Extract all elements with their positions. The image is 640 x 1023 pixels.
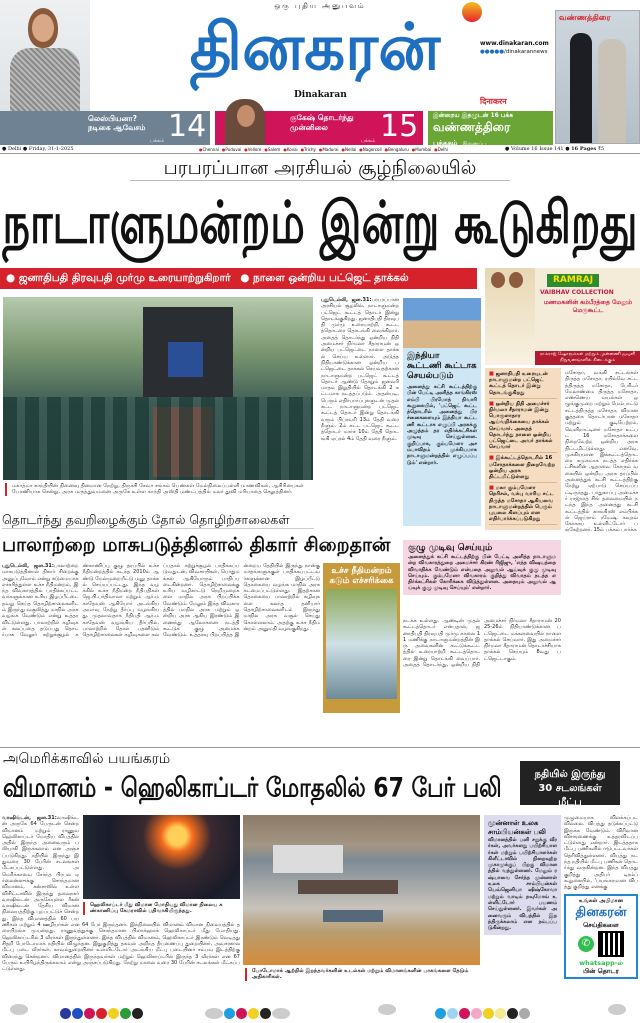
river-photo [326,589,397,699]
edition-item: ●Trichy [300,147,316,152]
edition-item: ●Madurai [318,147,339,152]
edition-item: ●Mumbai [411,147,432,152]
edition-list [160,145,490,154]
promo-text: குகேஷ் தொடர்ந்து முன்னிலை [290,113,354,132]
river-rescue-photo [243,815,480,965]
story3-right: முழுமையாக விளக்கப்படவில்லை. விபத்து தடுக்கப்பட்டு இருக்க வேண்டும். விரிவான விசாரணைக்கு உத்தரவிடப்பட்டுள்ளது என்றார். இடத்ததாக மீட்பு பணிகளில் ஈடுபட்டவர்கள் தெரிவித்துள்ளனர். விபத்து நடந்த நதியில் மீட்பு பணிகள் தொடர்ந்து வருகின்றன. இந்த விபத்து குறித்து அதிபர் டிரம்ப் கூறுகையில், 'பயங்கரமான விபத்து குறித்து எனக்கு [564,815,638,891]
parliament-photo [403,298,481,348]
crash-camera-photo [83,815,240,899]
promo-text: லெஸ்பியனா? நடிகை ஆவேசம் [88,114,146,132]
promo-line3b: இணைப்பு [462,141,486,147]
highlight-bullet: ■ மகா கும்பமேளா நெரிசல், வக்பு வாரிய சட்ட திருத்த மசோதா ஆகியவை நாடாளுமன்றத்தில் பெரும் புயலை கிளப்பும் என எதிர்பார்க்கப்படுகிறது [489,485,557,525]
promo-actress[interactable] [0,111,210,145]
social-links[interactable] [480,49,548,55]
highlight-bullet: ■ ஜனாதிபதி உரையுடன் நாடாளுமன்ற பட்ஜெட் கூட்டத் தொடர் இன்று தொடங்குகிறது [489,371,557,399]
highlight-bullet: ■ இக்கூட்டத்தொடரில் 16 மசோதாக்களை நிறைவேற்ற ஒன்றிய அரசு திட்டமிட்டுள்ளது [489,455,557,483]
promo-title: வண்ணத்திரை [433,120,511,134]
story2-body: புதுடெல்லி, ஜன.31:பாலாற்றை மாசுபடுத்தினால் திகார் சிறைக்கு அனுப்புவோம் என்று கடுமையாக எச்சரித்துள்ள உச்ச நீதிமன்றம், இந்த விவகாரத்தில் பாதிக்கப்பட்டவர்களுக்கான உரிய இழப்பீட்டை தவறு செய்த தொழிற்சாலைகளிடம் இருந்து வசூலித்து மாநில அரசு வழங்க வேண்டும் என்று உத்தரவிட்டுள்ளது. பாலாற்றில் கழிவுகள் கலப்பதை தடுப்பது தொடர்பாக வேலூர் சுற்றுச்சூழல் கண்காணிப்பு குழு தரப்பில் உச்ச நீதிமன்றத்தில் கடந்த 2010ம் ஆண்டு மேல்முறையீட்டு மனு தாக்கல் செய்யப்பட்டது. இந்த வழக்கில் உச்ச நீதிமன்ற நீதிபதிகள் ஜே.பி.பர்திவாலா மற்றும் ஆர்.மகாதேவன் ஆகியோர் அடங்கிய அமர்வு நேற்று தீர்ப்பு வழங்கியது. முதலாவதாக நீதிபதி ஆர்.மகாதேவன் வழங்கிய தீர்ப்பில், பாலாற்றில் தோல் பதனிடும் தொழிற்சாலைகள் கழிவுகளை கலப்பதால் சுற்றுச்சூழல் பாதிக்கப்படுவதுடன், விவசாயிகள், பொதுமக்கள் ஆகியோரும் பாதிப்படைகின்றனர். தொழிற்சாலைக்கு உரிய வழிகாட்டு நெறிமுறைகளை மாநில அரசு பிறப்பிக்க வேண்டும். மேலும் இந்த விவகாரத்தில் மாநில அரசு மற்றும் ஒன்றிய அரசு ஆகிய இரண்டும் இணைந்து ஆலோசனை நடத்தி கூட்டுக் குழு அமைக்க வேண்டும். உத்தரவு பிறப்பித்த இன்றைய தேதியில் இருந்து நான்கு மாதங்களுக்குள் பாதிக்கப்பட்டவர்களுக்கான இழப்பீட்டு தொகையை வழங்க மாநில அரசு கடமைப்பட்டுள்ளது. இதற்கான தொகையை பாலாற்றில் கழிவுகளை கலந்த தனியார் தொழிற்சாலைகளிடம் இருந்து மாநில அரசு வசூல் செய்து கொள்ளலாம். அதற்கு உச்ச நீதிமன்றம் அனுமதி வழங்குகிறது. [2,563,320,639]
champions-box-title: முன்னாள் உலக சாம்பியன்கள் பலி [488,819,546,836]
wa-line2: செய்திகளை [583,920,619,929]
lead-bottom-text: நடக்க உள்ளது. ஆண்டின் முதல் கூட்டத்தொடர் என்பதால், ஜனாதிபதி திரவுபதி முர்மு காலை 11 மணிக்கு நாடாளுமன்றத்தின் இரு அவைகளின் கூட்டுக்கூட்டத்தில் உரையாற்றி கூட்டத்தொடரை இன்று தொடங்கி வைப்பார். அதைத் தொடர்ந்து, ஒன்றிய நிதி அமைச்சர் நிர்மலா சீதாராமன் 2025-26ம் நிதியாண்டுக்கான பட்ஜெட்டை மக்களவையில் நாளை தாக்கல் செய்வார். இது அமைச்சர் நிர்மலா சீதாராமன் தொடர்ச்சியாக தாக்கல் செய்யும் 8வது பட்ஜெட்டாகும். [403,618,561,669]
highlights-box [485,368,561,530]
promo-page-number: 14 [168,109,207,144]
edition-item: ●Delhi [434,147,449,152]
edition-item: ●Salem [264,147,281,152]
promo-line3: புத்தகம் [433,139,458,147]
magazine-name: வண்ணத்திரை [559,13,611,22]
pink-box [403,540,561,595]
highlight-1: ● ஜனாதிபதி திரவுபதி முர்மு உரையாற்றுகிறார் [6,272,231,284]
promo-line1: இன்றைய இதழுடன் 16 பக்க [433,112,514,119]
logo-sun-icon [462,2,482,22]
whatsapp-icon: ✆ [578,936,594,952]
qr-code[interactable] [598,931,624,957]
edition-item: ●Bengaluru [384,147,409,152]
ad-tagline: மணமகனின் கம்பீரத்தை மேலும் மெருகூட்ட [543,299,633,314]
lead-kicker: பரபரப்பான அரசியல் சூழ்நிலையில் [130,157,510,181]
logo: தினகரன் [189,11,441,85]
divider [0,747,640,748]
crash-photo-block [83,815,240,915]
champions-box [484,815,561,935]
edition-item: ●Kovai [283,147,298,152]
wa-line1: உங்கள் அபிமான [579,897,623,904]
story3-headline: விமானம் - ஹெலிகாப்டர் மோதலில் 67 பேர் பலி [3,773,502,804]
photo-caption-2: போடோமாக் ஆற்றில் இறந்தவர்களின் உடல்கள் மற்றும் விமானங்களின் பாகங்களை தேடும் அதிகாரிகள். [245,968,480,981]
magazine-cover[interactable] [555,10,640,144]
pink-box-body: அனைத்துக் கட்சி கூட்டத்திற்கு பின் பேட்டி அளித்த நாடாளுமன்ற விவகாரத்துறை அமைச்சர் கிரண் ரிஜிஜு, 'எந்த விஷயத்தை விவாதிக்க வேண்டும் என்பதை அலுவல் ஆய்வுக் குழு முடிவு செய்யும். கும்பமேளா விவகாரம் குறித்து விவாதம் நடத்த எதிர்க்கட்சிகள் கோரிக்கை விடுத்துள்ளன. அதையும் அலுவல் ஆய்வுக் குழு முடிவு செய்யும்' என்றார். [408,554,556,592]
social-handle: /dinakarannews [504,49,548,55]
ad-collection: VAIBHAV COLLECTION [540,289,614,296]
pink-box-title: குழு முடிவு செய்யும் [408,543,493,553]
side-box-title: இந்தியா கூட்டணி கூட்டாக செயல்படும் [407,351,477,381]
tagline: ஒரு புதிய அனுபவம் [274,2,366,10]
highlight-bullet: ■ ஒன்றிய நிதி அமைச்சர் நிர்மலா சீதாராமன் இன்று பொருளாதார ஆய்வறிக்கையை தாக்கல் செய்வார். அதைத் தொடர்ந்து நாளை ஒன்றிய பட்ஜெட்டை அவர் தாக்கல் செய்வார் [489,401,557,454]
dateline-city: ● Delhi ● Friday, 31-1-2025 [2,146,74,152]
edition-item: ●Vellore [244,147,262,152]
promo-page-number: 15 [380,109,419,144]
lead-highlight-bar [0,268,477,289]
wa-line3: பின் தொடர [583,966,619,975]
photo-caption: மகாத்மா காந்தியின் நினைவு தினமான நேற்று, திருச்சி சேவா சங்கம் பெண்கள் மேல்நிலைப்பள்ளி மாணவிகள், ஆசிரியைகள் பேரணியாக சென்று, அரசு மருத்துவமனை அருகே உள்ள காந்தி அஸ்தி மண்டபத்தில் மலர் தூவி மரியாதை செலுத்தினர். [5,483,313,496]
model-photo [0,0,90,111]
lead-right-column: மசோதா, வங்கி சட்டங்கள் திருத்த மசோதா, ரயில்வே சட்டத்திருத்த மசோதா, பேரிடர் மேலாண்மை திருத்த மசோதா, எண்ணெய் வயல்கள் ஒழுங்குமுறை மற்றும் மேம்பாட்டு சட்டத்திருத்த மசோதா, விமான குத்தகை தொடர்பான மசோதா மற்றும் குடியேற்றம், வெளிநாட்டினர் மசோதா உட்பட 16 மசோதாக்களை நிறைவேற்ற ஒன்றிய அரசு திட்டமிட்டுள்ளது. எனவே, முக்கியமான இக்கூட்டத்தொடரை சுமுகமாக நடத்த எதிர்க்கட்சிகளின் ஆதரவை கோரும் வகையில் ஒன்றிய அரசு தரப்பில் அனைத்துக் கட்சி கூட்டத்திற்கு நேற்று ஏற்பாடு செய்யப்பட்டிருந்தது. பாதுகாப்பு அமைச்சர் ராஜ்நாத் சிங் தலைமையில் நடந்த இந்த அனைத்து கட்சி கூட்டத்தில் காங்கிரஸ் எம்பிக்கள் ஜெய்ராம் ரமேஷ், கவுரவ் கோகாய் உள்ளிட்டோர் பங்கேற்றனர். 15ம் பக்கம் பார்க்க [565,370,639,534]
edition-item: ●Puduvai [221,147,242,152]
wa-app: whatsapp-ல் [579,958,623,967]
callout-box: நதியில் இருந்து 30 சடலங்கள் மீட்பு [520,761,620,805]
whatsapp-ad[interactable] [564,894,638,979]
registration-marks [0,1004,640,1017]
edition-item: ●Nellai [341,147,357,152]
photo-caption-1: ஹெலிகாப்டர் மீது விமான மோதியது விமான நிலைய கண்காணிப்பு கேமராவில் பதிவாகியிருந்தது. [83,902,240,915]
promo-page-label: பக்கம் [150,138,165,144]
side-box [403,298,481,526]
gandhi-memorial-photo [3,297,313,480]
story2-inset [323,563,400,713]
lead-body: புதுடெல்லி, ஜன.31:பரபரப்பான அரசியல் சூழலில், நாடாளுமன்ற பட்ஜெட் கூட்டத் தொடர் இன்று தொடங்குகிறது. ஜனாதிபதி திரவுபதி முர்மு உரையாற்றி, கூட்டத்தொடரை தொடங்கி வைக்கிறார். அதைத் தொடர்ந்து ஒன்றிய நிதி அமைச்சர் நிர்மலா சீதாராமன் ஒன்றிய பட்ஜெட்டை நாளை தாக்கல் செய்ய உள்ளார். அடுத்த நிதியாண்டுக்கான ஒன்றிய பட்ஜெட்டை தாக்கல் செய்வதற்கான நாடாளுமன்ற பட்ஜெட் கூட்டத் தொடர் ஆண்டு தோறும் ஜனவரி மாதம் இறுதியில் தொடங்கி 2 கட்டமாக நடத்தப்படும். அதன்படி, பெரும் எதிர்பார்ப்புகளுடன் முதல் கட்ட நாடாளுமன்ற பட்ஜெட் கூட்டத் தொடர் இன்று தொடங்கி வரும் பிப்ரவரி 13ம் தேதி வரை நீளும். 2ம் கட்ட பட்ஜெட் கூட்டத்தொடர் மார்ச் 10ம் தேதி தொடங்கி ஏப்ரல் 4ம் தேதி வரை நீளும். [321,297,399,442]
edition-item: ●Nagercoil [359,147,382,152]
highlight-2: ● நாளை ஒன்றிய பட்ஜெட் தாக்கல் [240,272,409,284]
promo-gukesh[interactable] [215,111,423,145]
story3-kicker: அமெரிக்காவில் பயங்கரம் [3,751,171,767]
champions-box-body: விமானத்தில் பனி சறுக்கு வீரர்கள், அவர்களது பயிற்சியாளர்கள் மற்றும் பயிற்சியாளர்கள் கிளீட்டாவில் நிறைவுற்ற முகாமுக்குப் பிறகு விமானத்தில் வந்துள்ளனர். மேலும் ரஷ்யாவை சேர்ந்த முன்னாள் உலக சாம்பியன்கள் யெவ்ஜெனியா ஷிஷ்கோவா மற்றும் வாடிம் நவுமோவ் உள்ளிட்டோர் பயணம் செய்துள்ளனர். இவர்கள் அனைவரும் விபத்தில் இறந்திருக்கலாம் என நம்பப்படுகின்றது. [488,837,557,932]
website-link[interactable]: www.dinakaran.com [480,40,549,47]
lead-headline: நாடாளுமன்றம் இன்று கூடுகிறது [2,190,638,258]
story3-body: ஹெலிகாப்டர் மீது விமான மோதியது விமான நிலைய கண்காணிப்பு கேமராவில் பதிவாகியிருந்தது. வாஷிங்டன், ஜன.31:வாஷிங்டன் அருகே 64 பேருடன் சென்ற விமானம் மற்றும் ராணுவ ஹெலிகாப்டர் மோதிய விபத்தில் அதில் இருந்த அனைவரும் பலியாகி இருக்கலாம் என அஞ்சப்படுகிறது. நதியில் இருந்து இதுவரை 30 பேரின் சடலங்கள் மீட்கப்பட்டுள்ளது. அமெரிக்காவை சேர்ந்த பிரபல ஏர்லைன்ஸுக்கு சொந்தமான விமானம், கன்சாஸில் உள்ள விசிட்டாவில் இருந்து தலைநகர் வாஷிங்டன் அருகேயுள்ள ரீகன் வாஷிங்டன் தேசிய விமான நிலையத்திற்கு புறப்பட்டுச் சென்றது. இந்த விமானத்தில் 60 பயணிகள் மற்றும் 4 ஊழியர்கள் என 64 பேர் இருந்தனர். இந்நிலையில் விமானம் விமான நிலையத்தில் தரையிறங்க முயன்றது. ராணுவத்துக்கு சொந்தமான பிளாக்ஹாக் ஹெலிகாப்டர் மீது மோதியது. ஹெலிகாப்டரில் 3 வீரர்கள் இருந்துள்ளனர். இந்த விபத்தில் விமானம், ஹெலிகாப்டர் இரண்டும் வெடித்து சிதறி போடோமாக் நதியில் விழுந்தன. இதுகுறித்து தகவல் அறிந்த தீயணைப்பு துறையினர், அவசரகால மீட்பு படை வீரர்கள், காவல்துறையினர் உள்ளிட்டோர் அடங்கிய மீட்பு படையினர் சம்பவ இடத்திற்கு விரைந்து சென்றனர். விமானத்தில் இருந்தவர்கள் மற்றும் ஹெலிகாப்டரில் இருந்த 3 வீரர்கள் என 67 பேரும் உயிரிழந்திருக்கலாம் என்று அஞ்சப்படுகிறது. நேற்று மாலை வரை 30 பேரின் சடலங்கள் மீட்கப்பட்டுள்ளது. [2,815,240,973]
edition-item: ●Chennai [198,147,219,152]
lead-dateline: புதுடெல்லி, ஜன.31: [321,297,372,303]
social-icons: ●●●●● [480,49,504,55]
ad-brand: RAMRAJ [547,274,599,287]
ramraj-ad[interactable] [485,268,640,365]
story2-kicker: தொடர்ந்து தவறிழைக்கும் தோல் தொழிற்சாலைகள் [2,512,314,529]
dateline-bar [0,145,640,154]
story2-headline: பாலாற்றை மாசுபடுத்தினால் திகார் சிறைதான் [2,534,391,556]
inset-title: உச்ச நீதிமன்றம் கடும் எச்சரிக்கை [329,566,394,586]
wa-logo: தினகரன் [575,904,627,920]
promo-vannathirai[interactable] [428,111,553,145]
hindi-name: दिनाकरन [480,97,507,106]
promo-page-label: பக்கம் [361,138,376,144]
ad-footer: ராம்ராஜ் ஷோரூம்கள் மற்றும் முன்னணி ஜவுளி நிறுவனங்களில் கிடைக்கும் [535,351,640,365]
right-bottom-column [564,815,638,979]
side-box-body: அனைத்து கட்சி கூட்டத்திற்கு பின் பேட்டி அளித்த காங்கிரஸ் எம்பி பிரமோத் திவாரி கூறுகையில், 'பட்ஜெட் கூட்டத்தொடரில் அனைத்து பிரச்னைகளையும் இந்தியா கூட்டணி கூட்டாக எழுப்பி அரசுக்கு அழுத்தம் தர எதிர்க்கட்சிகள் முடிவு செய்துள்ளன. குறிப்பாக, கும்பமேளா அசம்பாவிதம் முக்கியமாக நாடாளுமன்றத்தில் எழுப்பப்படும்' என்றார். [407,384,477,466]
english-name: Dinakaran [294,90,347,100]
issue-info: ● Volume 16 Issue 141 ● 16 Pages ₹5 [505,146,605,152]
